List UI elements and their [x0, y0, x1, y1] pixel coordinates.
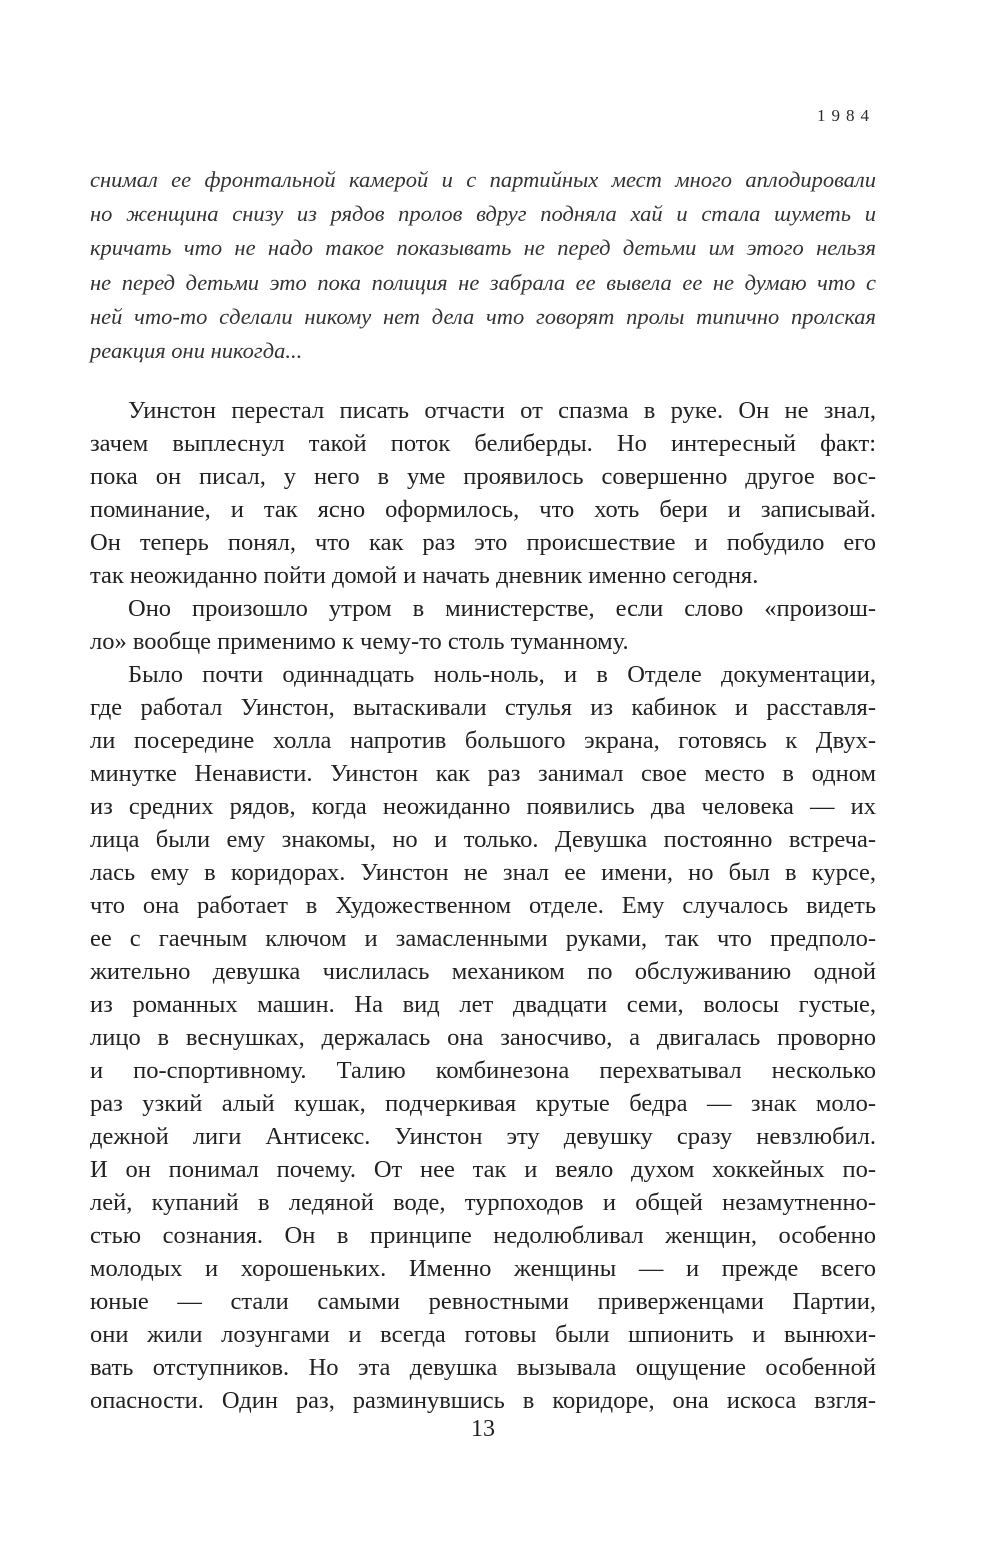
body-line: лей, купаний в ледяной воде, турпоходов и общей незамутненно- — [90, 1189, 876, 1216]
body-line: они жили лозунгами и всегда готовы были шпионить и вынюхи- — [90, 1321, 876, 1348]
body-line: ло» вообще применимо к чему-то столь туманному. — [90, 628, 629, 655]
body-line: молодых и хорошеньких. Именно женщины — и прежде всего — [90, 1255, 876, 1282]
body-line: что она работает в Художественном отделе. Ему случалось видеть — [90, 892, 876, 919]
body-line: вать отступников. Но эта девушка вызывала ощущение особенной — [90, 1354, 876, 1381]
body-line: Уинстон перестал писать отчасти от спазма в руке. Он не знал, — [128, 397, 876, 424]
body-line: лицо в веснушках, держалась она заносчиво, а двигалась проворно — [90, 1024, 876, 1051]
diary-line: реакция они никогда... — [90, 338, 303, 364]
body-line: И он понимал почему. От нее так и веяло духом хоккейных по- — [90, 1156, 876, 1183]
diary-line: кричать что не надо такое показывать не перед детьми им этого нельзя — [90, 235, 876, 261]
body-line: Он теперь понял, что как раз это происшествие и побудило его — [90, 529, 876, 556]
body-line: и по-спортивному. Талию комбинезона перехватывал несколько — [90, 1057, 876, 1084]
running-head: 1984 — [817, 106, 875, 125]
body-line: зачем выплеснул такой поток белиберды. Но интересный факт: — [90, 430, 876, 457]
body-line: ли посередине холла напротив большого экрана, готовясь к Двух- — [90, 727, 876, 754]
body-line: дежной лиги Антисекс. Уинстон эту девушку сразу невзлюбил. — [90, 1123, 876, 1150]
body-line: юные — стали самыми ревностными приверженцами Партии, — [90, 1288, 876, 1315]
body-line: поминание, и так ясно оформилось, что хоть бери и записывай. — [90, 496, 876, 523]
body-line: опасности. Один раз, разминувшись в коридоре, она искоса взгля- — [90, 1387, 876, 1414]
body-line: Было почти одиннадцать ноль-ноль, и в Отделе документации, — [128, 661, 876, 688]
diary-line: но женщина снизу из рядов пролов вдруг подняла хай и стала шуметь и — [90, 201, 876, 227]
body-line: ее с гаечным ключом и замасленными руками, так что предполо- — [90, 925, 876, 952]
body-line: где работал Уинстон, вытаскивали стулья из кабинок и расставля- — [90, 694, 876, 721]
body-line: из средних рядов, когда неожиданно появились два человека — их — [90, 793, 876, 820]
body-line: пока он писал, у него в уме проявилось совершенно другое вос- — [90, 463, 876, 490]
body-line: жительно девушка числилась механиком по обслуживанию одной — [90, 958, 876, 985]
body-line: лица были ему знакомы, но и только. Девушка постоянно встреча- — [90, 826, 876, 853]
diary-line: не перед детьми это пока полиция не забрала ее вывела ее не думаю что с — [90, 269, 876, 295]
body-line: лась ему в коридорах. Уинстон не знал ее имени, но был в курсе, — [90, 859, 876, 886]
body-line: Оно произошло утром в министерстве, если слово «произош- — [128, 595, 876, 622]
page-number: 13 — [471, 1416, 495, 1442]
body-text — [90, 394, 876, 1417]
diary-line: снимал ее фронтальной камерой и с партийных мест много аплодировали — [90, 167, 876, 192]
diary-line: ней что-то сделали никому нет дела что говорят пролы типично пролская — [90, 303, 876, 329]
body-line: из романных машин. На вид лет двадцати семи, волосы густые, — [90, 991, 876, 1018]
body-line: минутке Ненависти. Уинстон как раз занимал свое место в одном — [90, 760, 876, 787]
diary-entry — [90, 163, 876, 368]
body-line: стью сознания. Он в принципе недолюбливал женщин, особенно — [90, 1222, 876, 1249]
body-line: так неожиданно пойти домой и начать дневник именно сегодня. — [90, 562, 759, 589]
body-line: раз узкий алый кушак, подчеркивая крутые бедра — знак моло- — [90, 1090, 876, 1117]
